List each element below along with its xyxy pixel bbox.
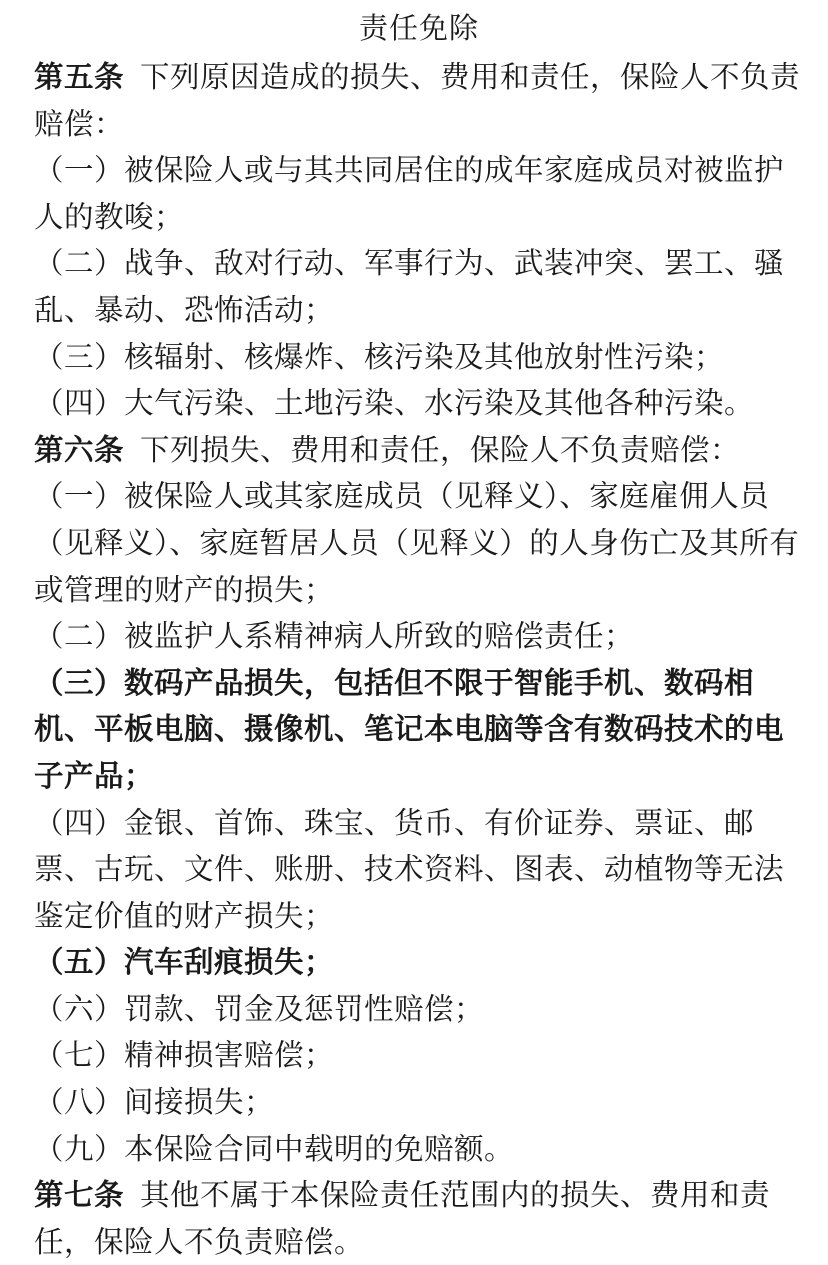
article-6-item-2: （二）被监护人系精神病人所致的赔偿责任； bbox=[34, 619, 635, 654]
article-5-item-2: （二）战争、敌对行动、军事行为、武装冲突、罢工、骚乱、暴动、恐怖活动； bbox=[34, 246, 785, 327]
article-6-item-7: （七）精神损害赔偿； bbox=[34, 1038, 335, 1073]
article-6-item-3: （三）数码产品损失，包括但不限于智能手机、数码相机、平板电脑、摄像机、笔记本电脑等含有数码技术的电子产品； bbox=[34, 665, 785, 793]
article-6-intro: 下列损失、费用和责任，保险人不负责赔偿： bbox=[140, 432, 741, 467]
article-5 bbox=[34, 54, 804, 147]
article-5-label: 第五条 bbox=[34, 60, 125, 94]
article-7 bbox=[34, 1172, 804, 1265]
article-7-label: 第七条 bbox=[34, 1178, 125, 1213]
article-6-item-8: （八）间接损失； bbox=[34, 1085, 275, 1120]
article-6-label: 第六条 bbox=[34, 432, 125, 467]
article-6-item-5: （五）汽车刮痕损失； bbox=[34, 945, 335, 980]
article-5-item-1: （一）被保险人或与其共同居住的成年家庭成员对被监护人的教唆； bbox=[34, 153, 785, 234]
article-6-item-6: （六）罚款、罚金及惩罚性赔偿； bbox=[34, 991, 485, 1026]
article-5-item-4: （四）大气污染、土地污染、水污染及其他各种污染。 bbox=[34, 386, 755, 421]
article-7-intro: 其他不属于本保险责任范围内的损失、费用和责任，保险人不负责赔偿。 bbox=[34, 1178, 771, 1259]
article-6 bbox=[34, 427, 804, 474]
article-5-item-3: （三）核辐射、核爆炸、核污染及其他放射性污染； bbox=[34, 339, 725, 374]
article-6-item-9: （九）本保险合同中载明的免赔额。 bbox=[34, 1131, 515, 1166]
article-6-item-4: （四）金银、首饰、珠宝、货币、有价证券、票证、邮票、古玩、文件、账册、技术资料、图表、动植物等无法鉴定价值的财产损失； bbox=[34, 805, 785, 933]
article-5-intro: 下列原因造成的损失、费用和责任，保险人不负责赔偿： bbox=[34, 60, 801, 141]
document-title: 责任免除 bbox=[358, 11, 479, 45]
article-6-item-1: （一）被保险人或其家庭成员（见释义）、家庭雇佣人员（见释义）、家庭暂居人员（见释义）的人身伤亡及其所有或管理的财产的损失； bbox=[34, 479, 800, 607]
